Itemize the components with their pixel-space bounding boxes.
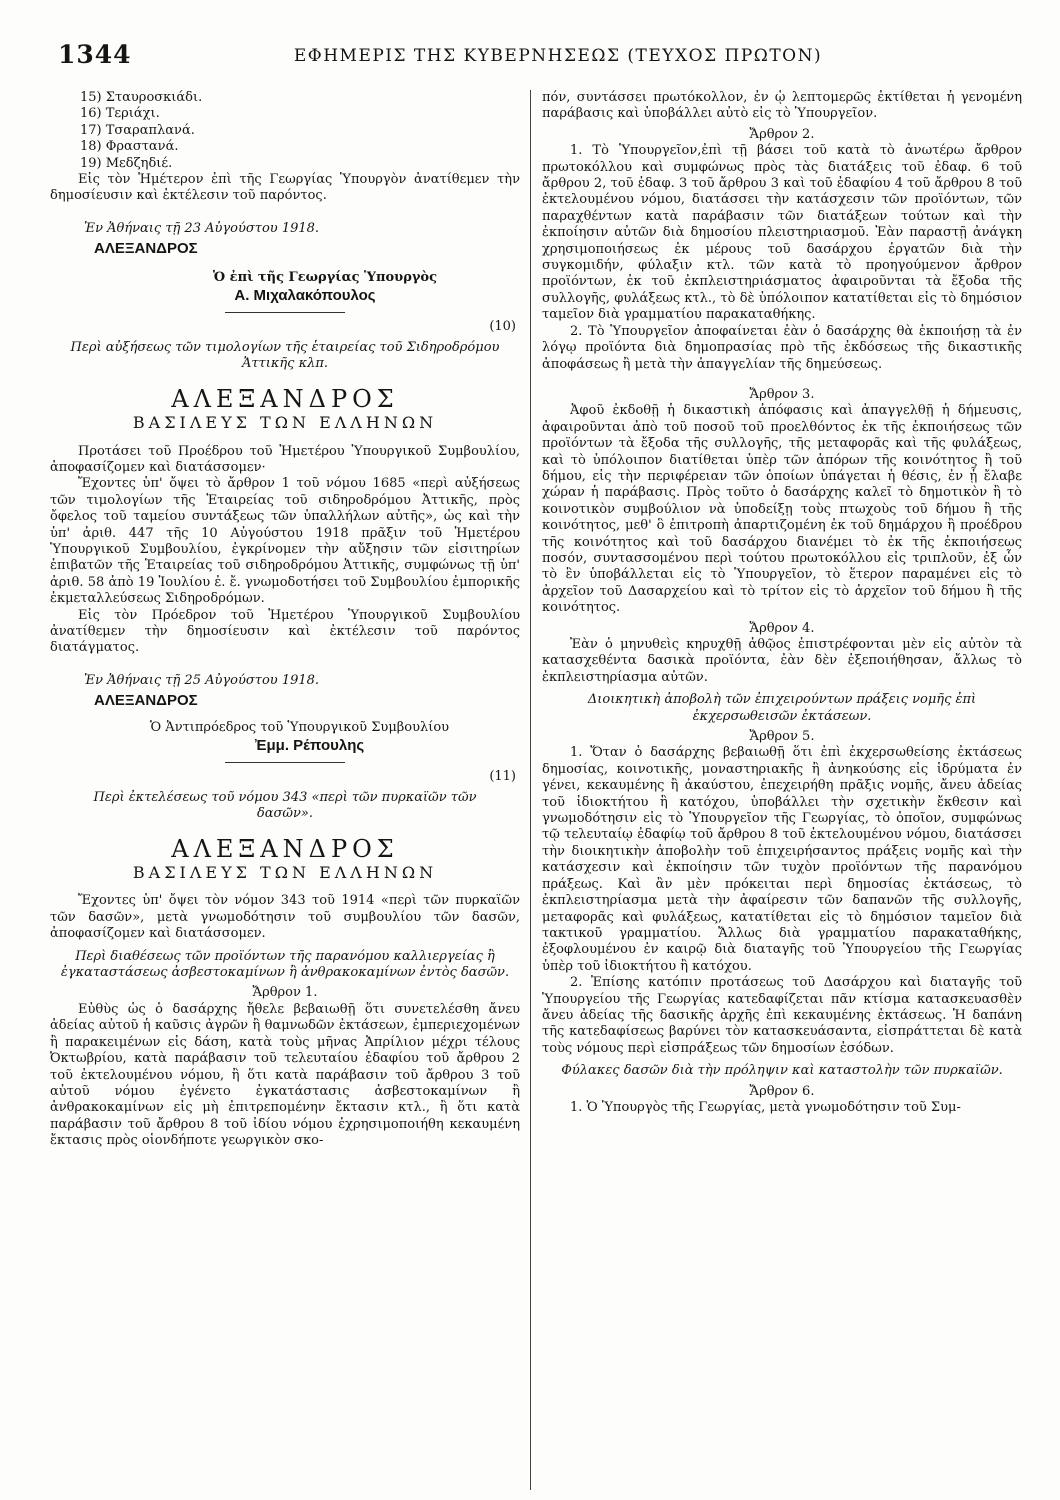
separator-rule [225, 312, 345, 313]
decree-intro: Ἔχοντες ὑπ' ὄψει τὸν νόμον 343 τοῦ 1914 «περὶ τῶν πυρκαϊῶν τῶν δασῶν», μετὰ γνωμοδότησιν τοῦ συμβουλίου τῶν δασῶν, ἀποφασίζομεν καὶ διατάσσομεν. [50, 893, 520, 942]
article-paragraph: 1. Ὅταν ὁ δασάρχης βεβαιωθῇ ὅτι ἐπὶ ἐκχερσωθείσης ἐκτάσεως δημοσίας, κοινοτικῆς, μοναστηριακῆς ἢ ἀνηκούσης εἰς ἱδρύματα ἐν γένει, κεκαυμένης ἢ ἀκαύστου, ἐπεχειρήθη πρᾶξις νομῆς, ἄνευ ἀδείας τοῦ ἰδιοκτήτου ἢ κατόχου, ὑποβάλλει τὴν σχετικὴν ἔκθεσιν καὶ γνωμοδότησιν εἰς τὸ Ὑπουργεῖον τῆς Γεωργίας, τὸ ὁποῖον, συμφώνως τῷ τελευταίῳ ἐδαφίῳ τοῦ ἄρθρου 8 τοῦ ἐκτελουμένου νόμου, διατάσσει τὴν διοικητικὴν ἀποβολὴν τοῦ ἐπιχειρήσαντος πράξεις νομῆς καὶ τὴν κατάσχεσιν καὶ ἐκποίησιν τῶν τυχὸν προϊόντων τῆς παρανόμου πράξεως. Καὶ ἂν μὲν πρόκειται περὶ δημοσίας ἐκτάσεως, τὸ ἐκπλειστηρίασμα μετὰ τὴν ἀφαίρεσιν τῶν δαπανῶν τῆς συλλογῆς, μεταφορᾶς καὶ φυλάξεως, κατατίθεται εἰς τὸ δημόσιον ταμεῖον διὰ τακτικοῦ γραμματίου. Ἄλλως διὰ γραμματίου παρακαταθήκης, ἐξοφλουμένου ἐν καιρῷ διὰ διαταγῆς τοῦ Ὑπουργείου τῆς Γεωργίας ὑπὲρ τοῦ ἰδιοκτήτου ἢ κατόχου. [542, 745, 1022, 974]
decree-heading: Περὶ ἐκτελέσεως τοῦ νόμου 343 «περὶ τῶν πυρκαϊῶν τῶν δασῶν». [93, 789, 477, 822]
section-heading: Περὶ διαθέσεως τῶν προϊόντων τῆς παρανόμου καλλιεργείας ἢ ἐγκαταστάσεως ἀσβεστοκαμίνων ἢ ἀνθρακοκαμίνων ἐντὸς δασῶν. [60, 948, 510, 981]
decree-date: Ἐν Ἀθήναις τῇ 23 Αὐγούστου 1918. [84, 220, 320, 236]
list-item: 15) Σταυροσκιάδι. [80, 90, 203, 105]
list-item: 18) Φραστανά. [80, 139, 179, 155]
article-heading: Ἄρθρον 6. [749, 1083, 815, 1099]
article-body: Ἐὰν ὁ μηνυθεὶς κηρυχθῇ ἀθῷος ἐπιστρέφονται μὲν εἰς αὐτὸν τὰ κατασχεθέντα δασικὰ προϊόντα, ἐὰν δὲν ἐξεποιήθησαν, ἄλλως τὸ ἐκπλειστηρίασμα αὐτῶν. [542, 637, 1022, 685]
list-item: 19) Μεδζηδιέ. [80, 155, 173, 171]
article-paragraph: 1. Τὸ Ὑπουργεῖον,ἐπὶ τῇ βάσει τοῦ κατὰ τὸ ἀνωτέρω ἄρθρον πρωτοκόλλου καὶ συμφώνως πρὸς τὰς διατάξεις τοῦ ἐδαφ. 6 τοῦ ἄρθρου 2, τοῦ ἐδαφ. 3 τοῦ ἄρθρου 3 καὶ τοῦ ἐδαφίου 4 τοῦ ἄρθρου 8 τοῦ ἐκτελουμένου νόμου, διατάσσει τὴν κατάσχεσιν τῶν προϊόντων, τῶν παραχθέντων κατὰ παράβασιν τῶν διατάξεων τούτων καὶ τὴν ἐκποίησιν αὐτῶν διὰ δημοσίου πλειστηριασμοῦ. Ἐὰν παραστῇ ἀνάγκη χρησιμοποιήσεως ἐκ μέρους τοῦ δασάρχου ἐργατῶν διὰ τὴν συγκομιδήν, φύλαξιν κτλ. τῶν κατὰ τὸ προηγούμενον ἄρθρον προϊόντων, ἐκ τοῦ ἐκπλειστηριάσματος ἀφαιροῦνται τὰ ἔξοδα τῆς συλλογῆς, φυλάξεως κτλ., τὸ δὲ ὑπόλοιπον κατατίθεται εἰς τὸ δημόσιον ταμεῖον διὰ γραμματίου παρακαταθήκης. [542, 143, 1022, 323]
spacer [542, 373, 1022, 383]
decree-body: Ἔχοντες ὑπ' ὄψει τὸ ἄρθρον 1 τοῦ νόμου 1685 «περὶ αὐξήσεως τῶν τιμολογίων τῆς Ἑταιρείας τοῦ σιδηροδρόμου Ἀττικῆς, πρὸς ὄφελος τοῦ ταμείου συντάξεως τῶν ὑπαλλήλων αὐτῆς», ὡς καὶ τὴν ὑπ' ἀριθ. 447 τῆς 10 Αὐγούστου 1918 πρᾶξιν τοῦ Ἡμετέρου Ὑπουργικοῦ Συμβουλίου, ἐγκρίνομεν τὴν αὔξησιν τῶν εἰσιτηρίων ἐπιβατῶν τῆς Ἑταιρείας τοῦ σιδηροδρόμου Ἀττικῆς, συμφώνως τῇ ὑπ' ἀριθ. 58 ἀπὸ 19 Ἰουλίου ἐ. ἔ. γνωμοδοτήσει τοῦ Συμβουλίου ἐμπορικῆς ἐκμεταλλεύσεως Σιδηροδρόμων. [50, 476, 520, 607]
article-body: Ἀφοῦ ἐκδοθῇ ἡ δικαστικὴ ἀπόφασις καὶ ἀπαγγελθῇ ἡ δήμευσις, ἀφαιροῦνται ἀπὸ τοῦ ποσοῦ τοῦ προελθόντος ἐκ τῆς ἐκποιήσεως τῶν προϊόντων τὰ ἔξοδα τῆς συλλογῆς, τῆς μεταφορᾶς καὶ τῆς φυλάξεως, καὶ τὸ ὑπόλοιπον διατίθεται ὑπὲρ τῶν ἀπόρων τῆς κοινότητος ἢ τοῦ δήμου, εἰς τὴν περιφέρειαν τῶν ὁποίων ὑπάγεται ἡ θέσις, ἐν ᾗ ἔλαβε χώραν ἡ παράβασις. Πρὸς τοῦτο ὁ δασάρχης καλεῖ τὸ δημοτικὸν ἢ τὸ κοινοτικὸν συμβούλιον νὰ ὑποδείξῃ τοὺς πτωχοὺς τοῦ δήμου ἢ τῆς κοινότητος, μεθ' ὃ ἐπιτροπὴ ἀπαρτιζομένη ἐκ τοῦ δημάρχου ἢ προέδρου τῆς κοινότητος καὶ τοῦ δασάρχου διανέμει τὸ ἐκ τῆς ἐκποιήσεως ποσόν, συντασσομένου περὶ τούτου πρωτοκόλλου εἰς τριπλοῦν, ἐξ ὧν τὸ ἓν ὑποβάλλεται εἰς τὸ Ὑπουργεῖον, τὸ ἕτερον παραμένει εἰς τὸ ἀρχεῖον τοῦ Δασαρχείου καὶ τὸ τρίτον εἰς τὸ ἀρχεῖον τοῦ δήμου ἢ τῆς κοινότητος. [542, 403, 1022, 616]
article-heading: Ἄρθρον 1. [252, 985, 318, 1001]
continuation-text: πόν, συντάσσει πρωτόκολλον, ἐν ᾧ λεπτομερῶς ἐκτίθεται ἡ γενομένη παράβασις καὶ ὑποβάλλει αὐτὸ εἰς τὸ Ὑπουργεῖον. [542, 90, 1022, 122]
decree-royal-title: ΒΑΣΙΛΕΥΣ ΤΩΝ ΕΛΛΗΝΩΝ [132, 413, 438, 433]
right-column [542, 90, 1022, 1495]
decree-date: Ἐν Ἀθήναις τῇ 25 Αὐγούστου 1918. [84, 672, 320, 688]
minister-signature: Α. Μιχαλακόπουλος [234, 287, 376, 305]
decree-number: (11) [489, 769, 516, 785]
left-column [50, 90, 520, 1495]
minister-title: Ὁ ἐπὶ τῆς Γεωργίας Ὑπουργὸς [212, 269, 438, 285]
article-body: Εὐθὺς ὡς ὁ δασάρχης ἤθελε βεβαιωθῇ ὅτι συνετελέσθη ἄνευ ἀδείας αὐτοῦ ἡ καῦσις ἀγρῶν ἢ θαμνωδῶν ἐκτάσεων, ἐμπεριεχομένων ἢ παρακειμένων εἰς δάση, κατὰ τοὺς μῆνας Ἀπρίλιον μέχρι τέλους Ὀκτωβρίου, κατὰ παράβασιν τοῦ τελευταίου ἐδαφίου τοῦ ἄρθρου 2 τοῦ ἐκτελουμένου νόμου, ἢ ὅτι κατὰ παράβασιν τοῦ ἄρθρου 3 τοῦ αὐτοῦ νόμου ἐγένετο ἐγκατάστασις ἀσβεστοκαμίνων ἢ ἀνθρακοκαμίνων εἰς μὴ ἐπιτρεπομένην ἔκτασιν κτλ., ἢ ὅτι κατὰ παράβασιν τοῦ ἄρθρου 8 τοῦ ἰδίου νόμου ἐχρησιμοποιήθη κεκαυμένη ἔκτασις πρὸς οἱονδήποτε γεωργικὸν σκο- [50, 1001, 520, 1149]
list-item: 17) Τσαραπλανά. [80, 122, 195, 138]
monarch-signature: ΑΛΕΞΑΝΔΡΟΣ [94, 692, 198, 710]
monarch-signature: ΑΛΕΞΑΝΔΡΟΣ [94, 240, 198, 258]
article-heading: Ἄρθρον 3. [749, 386, 815, 402]
column-divider [530, 90, 531, 1490]
decree-king: ΑΛΕΞΑΝΔΡΟΣ [171, 384, 399, 413]
decree-number: (10) [489, 319, 516, 335]
article-paragraph: 2. Ἐπίσης κατόπιν προτάσεως τοῦ Δασάρχου καὶ διαταγῆς τοῦ Ὑπουργείου τῆς Γεωργίας κατεδαφίζεται πᾶν κτίσμα κατασκευασθὲν ἄνευ ἀδείας τῆς δασικῆς ἀρχῆς ἐπὶ κεκαυμένης ἐκτάσεως. Ἡ δαπάνη τῆς κατεδαφίσεως βαρύνει τὸν κατασκευάσαντα, εἰσπράττεται δὲ κατὰ τοὺς νόμους περὶ εἰσπράξεως τῶν δημοσίων ἐσόδων. [542, 975, 1022, 1056]
article-heading: Ἄρθρον 5. [749, 729, 815, 745]
decree-closing: Εἰς τὸν Πρόεδρον τοῦ Ἡμετέρου Ὑπουργικοῦ Συμβουλίου ἀνατίθεμεν τὴν δημοσίευσιν καὶ ἐκτέλεσιν τοῦ παρόντος διατάγματος. [50, 607, 520, 656]
article-paragraph: 1. Ὁ Ὑπουργὸς τῆς Γεωργίας, μετὰ γνωμοδότησιν τοῦ Συμ- [570, 1099, 961, 1115]
decree-intro: Προτάσει τοῦ Προέδρου τοῦ Ἡμετέρου Ὑπουργικοῦ Συμβουλίου, ἀποφασίζομεν καὶ διατάσσομεν· [50, 443, 520, 475]
decree-heading: Περὶ αὐξήσεως τῶν τιμολογίων τῆς ἑταιρείας τοῦ Σιδηροδρόμου Ἀττικῆς κλπ. [70, 339, 500, 372]
running-title: ΕΦΗΜΕΡΙΣ ΤΗΣ ΚΥΒΕΡΝΗΣΕΩΣ (ΤΕΥΧΟΣ ΠΡΩΤΟΝ) [293, 46, 823, 66]
page-header [58, 40, 1018, 76]
separator-rule [225, 762, 345, 763]
list-item: 16) Τεριάχι. [80, 106, 160, 122]
article-heading: Ἄρθρον 2. [749, 126, 815, 142]
section-heading: Διοικητικὴ ἀποβολὴ τῶν ἐπιχειρούντων πράξεις νομῆς ἐπὶ ἐκχερσωθεισῶν ἐκτάσεων. [587, 692, 977, 724]
minister-title: Ὁ Ἀντιπρόεδρος τοῦ Ὑπουργικοῦ Συμβουλίου [150, 719, 450, 735]
decree-royal-title: ΒΑΣΙΛΕΥΣ ΤΩΝ ΕΛΛΗΝΩΝ [132, 863, 438, 883]
article-paragraph: 2. Τὸ Ὑπουργεῖον ἀποφαίνεται ἐὰν ὁ δασάρχης θὰ ἐκποιήσῃ τὰ ἐν λόγῳ προϊόντα διὰ δημοπρασίας πρὸ τῆς ἐκδόσεως τῆς δικαστικῆς ἀποφάσεως ἢ μετὰ τὴν ἀπαγγελίαν τῆς δημεύσεως. [542, 323, 1022, 372]
minister-signature: Ἐμμ. Ρέπουλης [255, 737, 365, 754]
decree-king: ΑΛΕΞΑΝΔΡΟΣ [171, 834, 399, 863]
closing-paragraph: Εἰς τὸν Ἡμέτερον ἐπὶ τῆς Γεωργίας Ὑπουργὸν ἀνατίθεμεν τὴν δημοσίευσιν καὶ ἐκτέλεσιν τοῦ παρόντος. [50, 172, 520, 204]
page-number: 1344 [58, 40, 132, 69]
section-heading: Φύλακες δασῶν διὰ τὴν πρόληψιν καὶ καταστολὴν τῶν πυρκαϊῶν. [561, 1063, 1003, 1079]
article-heading: Ἄρθρον 4. [749, 620, 815, 636]
